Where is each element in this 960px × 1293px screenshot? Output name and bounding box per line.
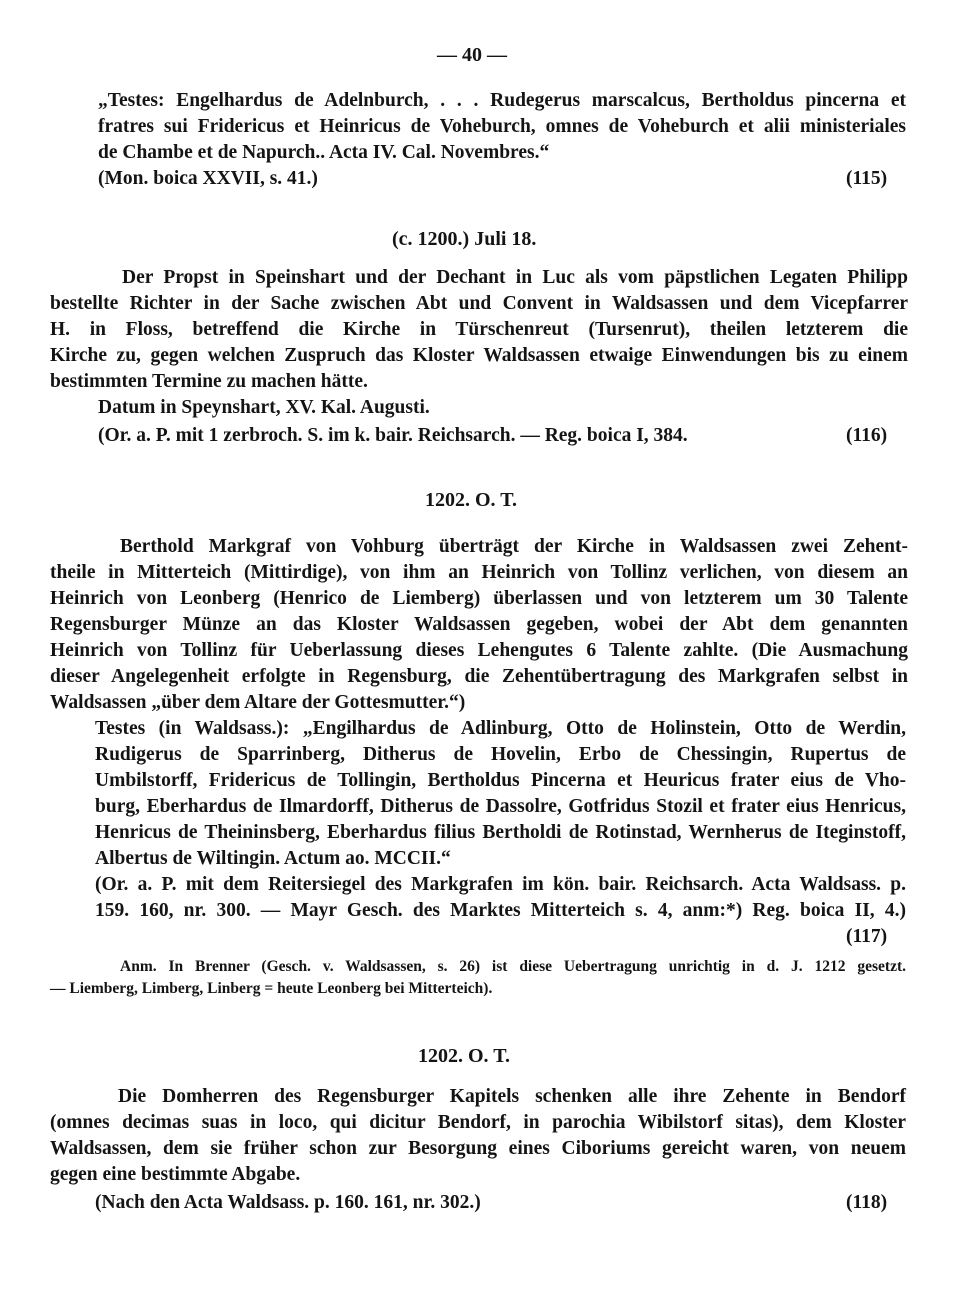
- text-line: Regensburger Münze an das Kloster Waldsassen gegeben, wobei der Abt dem genannten: [50, 614, 908, 635]
- testes-line: Albertus de Wiltingin. Actum ao. MCCII.“: [95, 848, 451, 869]
- text-line: H. in Floss, betreffend die Kirche in Türschenreut (Tursenrut), theilen letzterem die: [50, 319, 908, 340]
- text-line: de Chambe et de Napurch.. Acta IV. Cal. Novembres.“: [98, 142, 550, 163]
- text-line: Heinrich von Tollinz für Ueberlassung dieses Lehengutes 6 Talente zahlte. (Die Ausmachung: [50, 640, 908, 661]
- date-header: (c. 1200.) Juli 18.: [392, 228, 537, 250]
- annotation-line: — Liemberg, Limberg, Linberg = heute Leonberg bei Mitterteich).: [50, 980, 493, 997]
- text-line: dieser Angelegenheit erfolgte in Regensburg, die Zehentübertragung des Markgrafen selbst in: [50, 666, 908, 687]
- text-line: Der Propst in Speinshart und der Dechant in Luc als vom päpstlichen Legaten Philipp: [122, 267, 908, 288]
- entry-number: (116): [846, 425, 888, 446]
- annotation-line: Anm. In Brenner (Gesch. v. Waldsassen, s. 26) ist diese Uebertragung unrichtig in d. J. 1212 gesetzt.: [120, 958, 906, 975]
- text-line: bestellte Richter in der Sache zwischen Abt und Convent in Waldsassen und dem Vicepfarrer: [50, 293, 908, 314]
- testes-line: burg, Eberhardus de Ilmardorff, Ditherus de Dassolre, Gotfridus Stozil et frater eius Henricus,: [95, 796, 906, 817]
- source-citation: (Mon. boica XXVII, s. 41.): [98, 168, 318, 189]
- text-line: bestimmten Termine zu machen hätte.: [50, 371, 368, 392]
- text-line: Die Domherren des Regensburger Kapitels schenken alle ihre Zehente in Bendorf: [118, 1086, 906, 1107]
- text-line: Berthold Markgraf von Vohburg überträgt der Kirche in Waldsassen zwei Zehent-: [120, 536, 908, 557]
- testes-line: Umbilstorff, Fridericus de Tollingin, Bertholdus Pincerna et Heuricus frater eius de Vho-: [95, 770, 906, 791]
- testes-line: Testes (in Waldsass.): „Engilhardus de Adlinburg, Otto de Holinstein, Otto de Werdin,: [95, 718, 906, 739]
- source-citation: 159. 160, nr. 300. — Mayr Gesch. des Marktes Mitterteich s. 4, anm:*) Reg. boica II, 4.): [95, 900, 906, 921]
- entry-number: (115): [846, 168, 888, 189]
- text-line: Waldsassen, dem sie früher schon zur Besorgung eines Ciboriums gereicht waren, von neuem: [50, 1138, 906, 1159]
- source-citation: (Or. a. P. mit dem Reitersiegel des Markgrafen im kön. bair. Reichsarch. Acta Waldsass. p.: [95, 874, 906, 895]
- source-citation: (Or. a. P. mit 1 zerbroch. S. im k. bair. Reichsarch. — Reg. boica I, 384.: [98, 425, 688, 446]
- date-header: 1202. O. T.: [425, 489, 518, 511]
- text-line: „Testes: Engelhardus de Adelnburch, . . . Rudegerus marscalcus, Bertholdus pincerna et: [98, 90, 906, 111]
- testes-line: Henricus de Theininsberg, Eberhardus filius Bertholdi de Rotinstad, Wernherus de Iteginstoff,: [95, 822, 906, 843]
- date-header: 1202. O. T.: [418, 1045, 511, 1067]
- text-line: (omnes decimas suas in loco, qui dicitur Bendorf, in parochia Wibilstorf sitas), dem Kloster: [50, 1112, 906, 1133]
- text-line: gegen eine bestimmte Abgabe.: [50, 1164, 301, 1185]
- entry-number: (117): [846, 926, 888, 947]
- datum-line: Datum in Speynshart, XV. Kal. Augusti.: [98, 397, 430, 418]
- source-citation: (Nach den Acta Waldsass. p. 160. 161, nr. 302.): [95, 1192, 481, 1213]
- page-number: — 40 —: [437, 44, 507, 66]
- text-line: Kirche zu, gegen welchen Zuspruch das Kloster Waldsassen etwaige Einwendungen bis zu einem: [50, 345, 908, 366]
- entry-number: (118): [846, 1192, 888, 1213]
- text-line: theile in Mitterteich (Mittirdige), von ihm an Heinrich von Tollinz verlichen, von diesem an: [50, 562, 908, 583]
- text-line: fratres sui Fridericus et Heinricus de Voheburch, omnes de Voheburch et alii ministeriales: [98, 116, 906, 137]
- text-line: Waldsassen „über dem Altare der Gottesmutter.“): [50, 692, 466, 713]
- text-line: Heinrich von Leonberg (Henrico de Liemberg) überlassen und von letzterem um 30 Talente: [50, 588, 908, 609]
- testes-line: Rudigerus de Sparrinberg, Ditherus de Hovelin, Erbo de Chessingin, Rupertus de: [95, 744, 906, 765]
